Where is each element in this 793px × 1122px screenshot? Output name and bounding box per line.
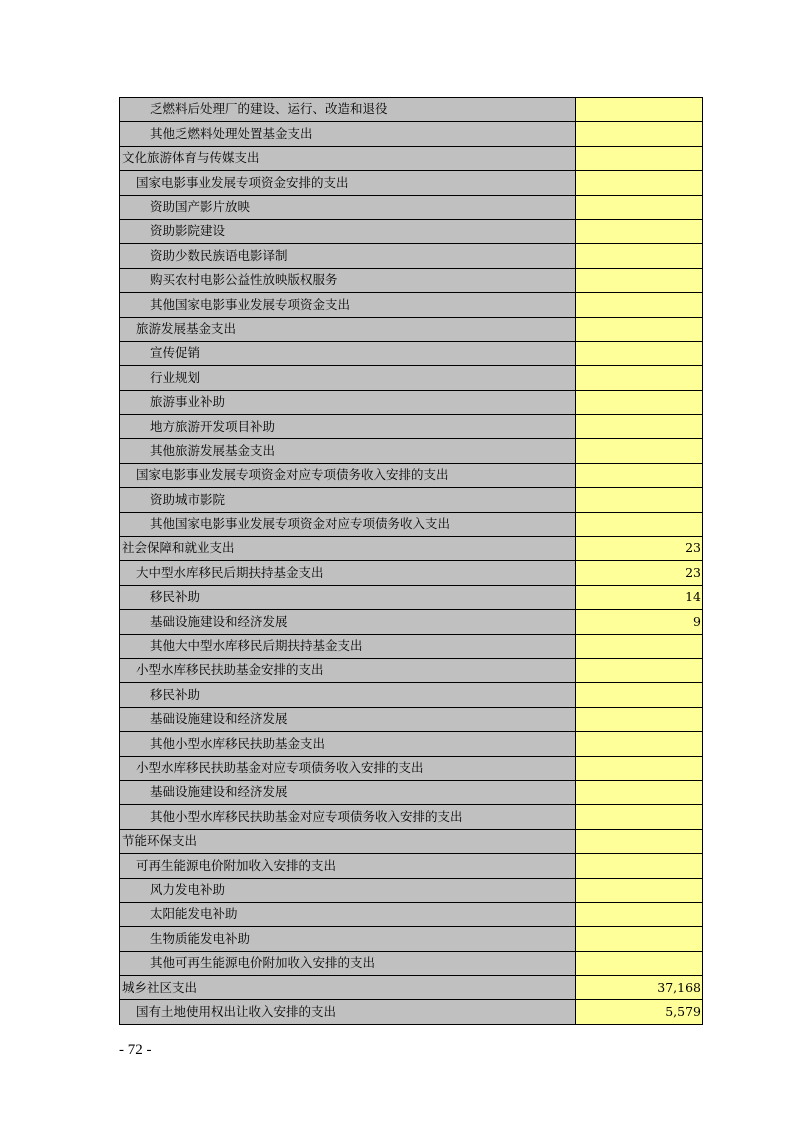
row-label: 资助少数民族语电影译制 xyxy=(120,244,576,268)
row-value xyxy=(576,98,703,122)
row-label: 小型水库移民扶助基金对应专项债务收入安排的支出 xyxy=(120,756,576,780)
row-value: 37,168 xyxy=(576,976,703,1000)
table-row xyxy=(120,537,703,561)
row-value xyxy=(576,683,703,707)
row-label: 其他小型水库移民扶助基金对应专项债务收入安排的支出 xyxy=(120,805,576,829)
table-row xyxy=(120,195,703,219)
row-label: 文化旅游体育与传媒支出 xyxy=(120,146,576,170)
row-value: 9 xyxy=(576,610,703,634)
row-label: 其他国家电影事业发展专项资金支出 xyxy=(120,293,576,317)
table-row xyxy=(120,171,703,195)
row-value: 5,579 xyxy=(576,1000,703,1024)
row-label: 其他小型水库移民扶助基金支出 xyxy=(120,732,576,756)
table-row xyxy=(120,390,703,414)
row-label: 其他大中型水库移民后期扶持基金支出 xyxy=(120,634,576,658)
table-row xyxy=(120,951,703,975)
row-value xyxy=(576,390,703,414)
row-label: 生物质能发电补助 xyxy=(120,927,576,951)
row-value xyxy=(576,195,703,219)
table-row xyxy=(120,805,703,829)
table-row xyxy=(120,98,703,122)
row-value xyxy=(576,756,703,780)
row-label: 地方旅游开发项目补助 xyxy=(120,415,576,439)
row-label: 其他可再生能源电价附加收入安排的支出 xyxy=(120,951,576,975)
row-value xyxy=(576,293,703,317)
row-label: 资助影院建设 xyxy=(120,219,576,243)
table-row xyxy=(120,854,703,878)
row-label: 资助国产影片放映 xyxy=(120,195,576,219)
row-label: 其他国家电影事业发展专项资金对应专项债务收入支出 xyxy=(120,512,576,536)
table-row xyxy=(120,658,703,682)
table-row xyxy=(120,756,703,780)
row-label: 购买农村电影公益性放映版权服务 xyxy=(120,268,576,292)
table-row xyxy=(120,976,703,1000)
row-label: 可再生能源电价附加收入安排的支出 xyxy=(120,854,576,878)
table-row xyxy=(120,1000,703,1024)
row-value xyxy=(576,122,703,146)
row-value: 23 xyxy=(576,537,703,561)
row-label: 城乡社区支出 xyxy=(120,976,576,1000)
page-number: - 72 - xyxy=(119,1042,152,1058)
table-row xyxy=(120,122,703,146)
row-label: 其他乏燃料处理处置基金支出 xyxy=(120,122,576,146)
row-label: 基础设施建设和经济发展 xyxy=(120,610,576,634)
row-label: 社会保障和就业支出 xyxy=(120,537,576,561)
table-row xyxy=(120,927,703,951)
row-value xyxy=(576,317,703,341)
row-value xyxy=(576,171,703,195)
row-label: 宣传促销 xyxy=(120,341,576,365)
budget-table xyxy=(119,97,703,1025)
row-value xyxy=(576,512,703,536)
row-value: 23 xyxy=(576,561,703,585)
table-row xyxy=(120,463,703,487)
row-value xyxy=(576,951,703,975)
row-label: 移民补助 xyxy=(120,683,576,707)
row-label: 基础设施建设和经济发展 xyxy=(120,780,576,804)
row-value xyxy=(576,244,703,268)
table-row xyxy=(120,634,703,658)
row-label: 其他旅游发展基金支出 xyxy=(120,439,576,463)
row-label: 移民补助 xyxy=(120,585,576,609)
row-value xyxy=(576,707,703,731)
row-label: 行业规划 xyxy=(120,366,576,390)
row-value xyxy=(576,146,703,170)
table-row xyxy=(120,878,703,902)
table-row xyxy=(120,732,703,756)
table-row xyxy=(120,293,703,317)
table-body xyxy=(120,98,703,1025)
row-value xyxy=(576,268,703,292)
row-value xyxy=(576,488,703,512)
table-row xyxy=(120,780,703,804)
row-value xyxy=(576,341,703,365)
row-label: 基础设施建设和经济发展 xyxy=(120,707,576,731)
table-row xyxy=(120,488,703,512)
table-row xyxy=(120,439,703,463)
row-value xyxy=(576,878,703,902)
row-value xyxy=(576,805,703,829)
table-row xyxy=(120,829,703,853)
table-row xyxy=(120,707,703,731)
table-row xyxy=(120,683,703,707)
table-row xyxy=(120,610,703,634)
row-value: 14 xyxy=(576,585,703,609)
row-value xyxy=(576,829,703,853)
table-row xyxy=(120,512,703,536)
row-label: 大中型水库移民后期扶持基金支出 xyxy=(120,561,576,585)
table-row xyxy=(120,902,703,926)
row-label: 节能环保支出 xyxy=(120,829,576,853)
row-value xyxy=(576,439,703,463)
row-value xyxy=(576,366,703,390)
row-value xyxy=(576,658,703,682)
row-value xyxy=(576,927,703,951)
row-value xyxy=(576,732,703,756)
row-label: 风力发电补助 xyxy=(120,878,576,902)
row-value xyxy=(576,902,703,926)
row-value xyxy=(576,415,703,439)
table-row xyxy=(120,146,703,170)
table-row xyxy=(120,561,703,585)
row-value xyxy=(576,634,703,658)
row-label: 小型水库移民扶助基金安排的支出 xyxy=(120,658,576,682)
row-value xyxy=(576,463,703,487)
table-row xyxy=(120,268,703,292)
row-label: 国家电影事业发展专项资金安排的支出 xyxy=(120,171,576,195)
table-row xyxy=(120,244,703,268)
table-row xyxy=(120,219,703,243)
table-row xyxy=(120,317,703,341)
row-label: 旅游事业补助 xyxy=(120,390,576,414)
row-label: 国有土地使用权出让收入安排的支出 xyxy=(120,1000,576,1024)
row-value xyxy=(576,854,703,878)
row-label: 旅游发展基金支出 xyxy=(120,317,576,341)
table-row xyxy=(120,366,703,390)
table-row xyxy=(120,585,703,609)
row-label: 太阳能发电补助 xyxy=(120,902,576,926)
row-label: 国家电影事业发展专项资金对应专项债务收入安排的支出 xyxy=(120,463,576,487)
row-label: 乏燃料后处理厂的建设、运行、改造和退役 xyxy=(120,98,576,122)
row-value xyxy=(576,219,703,243)
table-row xyxy=(120,341,703,365)
table-row xyxy=(120,415,703,439)
row-value xyxy=(576,780,703,804)
row-label: 资助城市影院 xyxy=(120,488,576,512)
